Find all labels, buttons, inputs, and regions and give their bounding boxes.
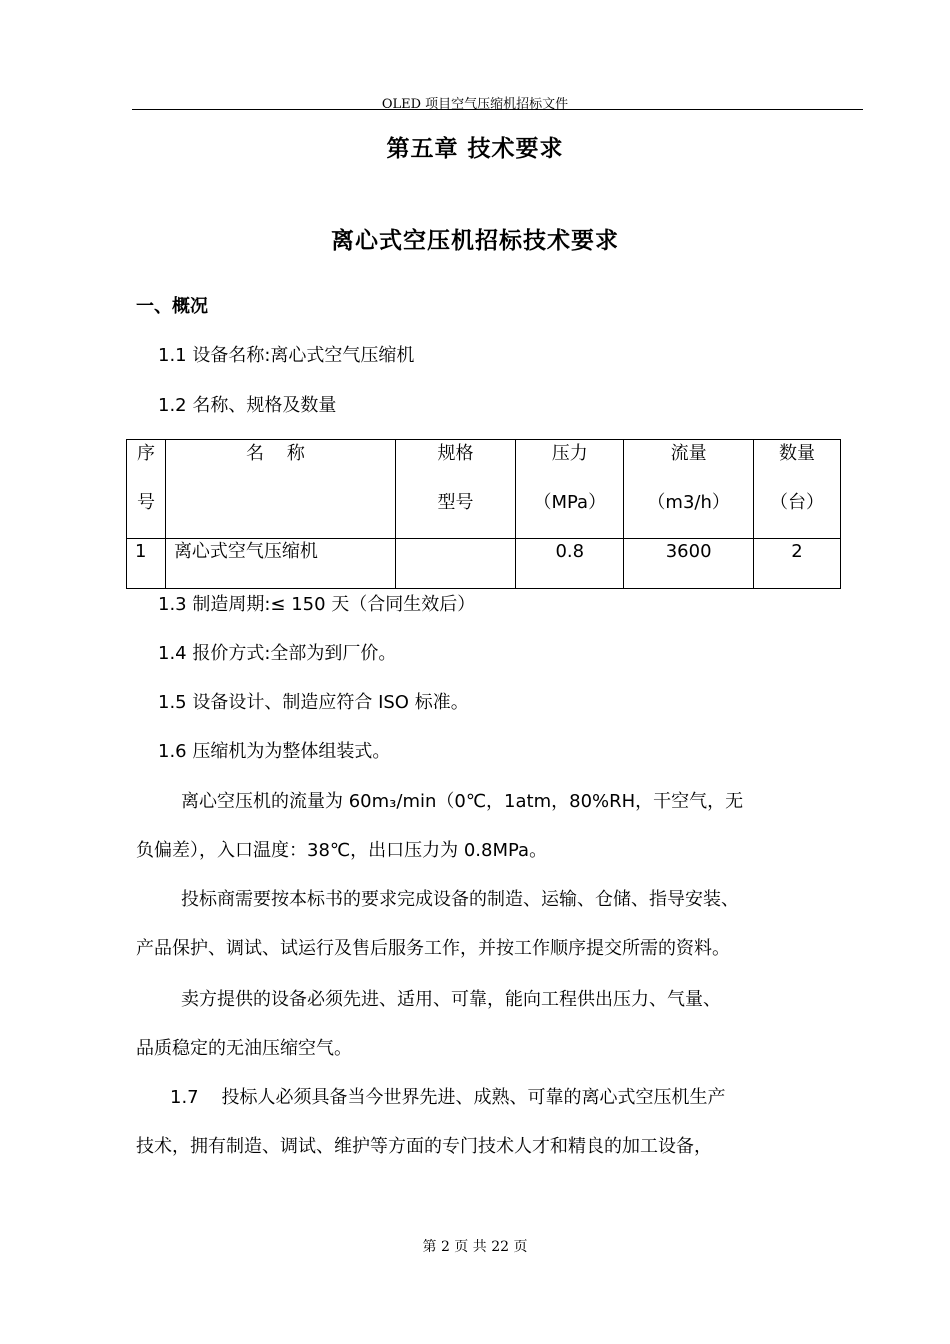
row-name: 离心式空气压缩机 <box>165 539 395 589</box>
header-pressure-line1: 压力 <box>551 443 588 464</box>
item-1-4: 1.4 报价方式:全部为到厂价。 <box>158 643 397 664</box>
header-name-text: 名 称 <box>245 443 305 464</box>
header-pressure-line2: （MPa） <box>533 492 607 513</box>
item-1-5: 1.5 设备设计、制造应符合 ISO 标准。 <box>158 692 469 713</box>
item-1-6: 1.6 压缩机为为整体组装式。 <box>158 741 391 762</box>
row-qty: 2 <box>754 539 841 589</box>
section-heading-overview: 一、概况 <box>136 296 208 317</box>
para-quality-line1: 卖方提供的设备必须先进、适用、可靠，能向工程供出压力、气量、 <box>181 989 721 1010</box>
header-model <box>395 440 516 539</box>
header-qty <box>754 440 841 539</box>
row-seq: 1 <box>127 539 166 589</box>
item-1-3: 1.3 制造周期:≤ 150 天（合同生效后） <box>158 594 476 615</box>
row-flow: 3600 <box>624 539 754 589</box>
header-seq-line2: 号 <box>136 492 155 513</box>
page-footer: 第 2 页 共 22 页 <box>422 1239 528 1255</box>
document-title: 离心式空压机招标技术要求 <box>331 228 619 254</box>
para-scope-line2: 产品保护、调试、试运行及售后服务工作，并按工作顺序提交所需的资料。 <box>136 938 730 959</box>
header-flow <box>624 440 754 539</box>
chapter-title: 第五章 技术要求 <box>386 136 564 162</box>
table-header-row <box>127 440 841 539</box>
item-1-7-line2: 技术，拥有制造、调试、维护等方面的专门技术人才和精良的加工设备， <box>136 1136 712 1157</box>
item-1-7-line1: 1.7 投标人必须具备当今世界先进、成熟、可靠的离心式空压机生产 <box>170 1087 726 1108</box>
header-qty-line1: 数量 <box>779 443 816 464</box>
header-model-line2: 型号 <box>437 492 474 513</box>
para-flow-line1: 离心空压机的流量为 60m₃/min（0℃，1atm，80%RH，干空气，无 <box>181 791 744 812</box>
header-seq <box>127 440 166 539</box>
item-1-2: 1.2 名称、规格及数量 <box>158 395 337 416</box>
spec-table <box>126 439 841 589</box>
header-qty-line2: （台） <box>770 492 825 513</box>
row-pressure: 0.8 <box>516 539 624 589</box>
header-rule <box>132 109 863 110</box>
table-row <box>127 539 841 589</box>
header-seq-line1: 序 <box>136 443 155 464</box>
para-quality-line2: 品质稳定的无油压缩空气。 <box>136 1038 352 1059</box>
row-model <box>395 539 516 589</box>
para-scope-line1: 投标商需要按本标书的要求完成设备的制造、运输、仓储、指导安装、 <box>181 889 739 910</box>
running-header: OLED 项目空气压缩机招标文件 <box>381 97 569 112</box>
para-flow-line2: 负偏差），入口温度：38℃，出口压力为 0.8MPa。 <box>136 840 548 861</box>
header-flow-line1: 流量 <box>670 443 707 464</box>
header-pressure <box>516 440 624 539</box>
item-1-1: 1.1 设备名称:离心式空气压缩机 <box>158 345 415 366</box>
header-model-line1: 规格 <box>437 443 474 464</box>
header-flow-line2: （m3/h） <box>647 492 730 513</box>
header-name <box>165 440 395 539</box>
